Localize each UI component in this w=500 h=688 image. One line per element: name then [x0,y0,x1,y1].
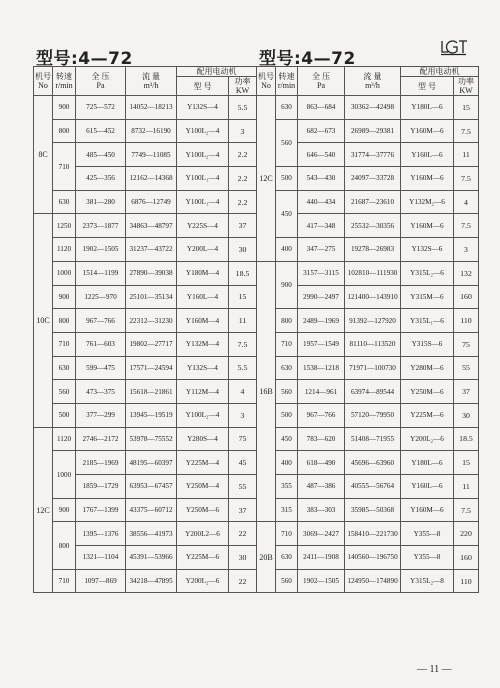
flow-cell: 51408—71955 [345,427,401,451]
power-cell: 15 [454,451,479,475]
speed-cell: 400 [276,238,298,262]
motor-model-cell: Y225M—4 [177,451,229,475]
flow-cell: 30362—42498 [345,96,401,120]
power-cell: 15 [454,96,479,120]
power-cell: 55 [229,475,257,499]
table-row [257,238,479,262]
right-page-title: 型号:4—72 [259,49,356,69]
motor-model-cell: Y100L₁—4 [177,167,229,191]
flow-cell: 91392—127920 [345,309,401,333]
left-page-title: 型号:4—72 [36,49,133,69]
motor-model-cell: Y160M—6 [401,167,454,191]
pressure-cell: 440—434 [298,190,345,214]
table-row [34,214,257,238]
pressure-cell: 2746—2172 [76,427,126,451]
pressure-cell: 1097—869 [76,569,126,593]
motor-model-cell: Y132S—4 [177,356,229,380]
fan-spec-table-left [33,66,257,593]
power-cell: 5.5 [229,356,257,380]
table-row [257,119,479,143]
power-cell: 3 [229,403,257,427]
power-cell: 55 [454,356,479,380]
motor-model-cell: Y200L₂—6 [177,569,229,593]
table-row [34,96,257,120]
motor-model-cell: Y225S—4 [177,214,229,238]
table-row [257,167,479,191]
power-cell: 7.5 [454,214,479,238]
speed-cell: 630 [276,96,298,120]
table-row [257,475,479,499]
table-row [257,380,479,404]
speed-cell: 900 [53,498,76,522]
flow-cell: 38556—41973 [126,522,177,546]
page-number: — 11 — [417,664,452,675]
motor-model-cell: Y200L₂—6 [401,427,454,451]
speed-cell: 315 [276,498,298,522]
flow-cell: 8732—16190 [126,119,177,143]
pressure-cell: 2411—1908 [298,546,345,570]
power-cell: 75 [229,427,257,451]
motor-model-cell: Y315L₁—6 [401,309,454,333]
power-cell: 18.5 [454,427,479,451]
header-machine-no: 机号 No [34,67,53,96]
power-cell: 3 [229,119,257,143]
flow-cell: 22312—31230 [126,309,177,333]
flow-cell: 34218—47895 [126,569,177,593]
table-row [34,451,257,475]
table-row [257,451,479,475]
header-motor-model: 型 号 [401,77,454,96]
flow-cell: 45696—63960 [345,451,401,475]
machine-no-cell: 20B [257,522,276,593]
pressure-cell: 3157—3115 [298,261,345,285]
pressure-cell: 967—766 [298,403,345,427]
pressure-cell: 618—490 [298,451,345,475]
speed-cell: 800 [53,522,76,569]
flow-cell: 45391—53966 [126,546,177,570]
motor-model-cell: Y250M—6 [177,498,229,522]
power-cell: 11 [454,475,479,499]
table-row [34,143,257,167]
speed-cell: 710 [276,522,298,546]
motor-model-cell: Y100L₂—4 [177,119,229,143]
motor-model-cell: Y225M—6 [401,403,454,427]
pressure-cell: 1214—961 [298,380,345,404]
pressure-cell: 1225—970 [76,285,126,309]
pressure-cell: 1538—1218 [298,356,345,380]
pressure-cell: 1957—1549 [298,332,345,356]
power-cell: 2.2 [229,143,257,167]
table-row [34,427,257,451]
pressure-cell: 377—299 [76,403,126,427]
speed-cell: 1000 [53,261,76,285]
flow-cell: 19278—26983 [345,238,401,262]
power-cell: 160 [454,285,479,309]
speed-cell: 450 [276,190,298,237]
pressure-cell: 417—348 [298,214,345,238]
flow-cell: 6876—12749 [126,190,177,214]
flow-cell: 13945—19519 [126,403,177,427]
speed-cell: 630 [53,356,76,380]
power-cell: 2.2 [229,190,257,214]
speed-cell: 500 [276,167,298,191]
speed-cell: 500 [276,403,298,427]
flow-cell: 26989—29381 [345,119,401,143]
header-motor-group: 配用电动机 [401,67,479,77]
header-power: 功率 KW [454,77,479,96]
speed-cell: 710 [53,569,76,593]
flow-cell: 57120—79950 [345,403,401,427]
power-cell: 7.5 [229,332,257,356]
table-row [257,427,479,451]
power-cell: 30 [229,238,257,262]
power-cell: 220 [454,522,479,546]
table-row [34,261,257,285]
power-cell: 132 [454,261,479,285]
power-cell: 75 [454,332,479,356]
motor-model-cell: Y160M—6 [401,498,454,522]
speed-cell: 630 [276,546,298,570]
header-flow: 流 量 m³/h [345,67,401,96]
pressure-cell: 347—275 [298,238,345,262]
pressure-cell: 761—603 [76,332,126,356]
power-cell: 7.5 [454,119,479,143]
speed-cell: 560 [53,380,76,404]
header-speed: 转速 r/min [276,67,298,96]
power-cell: 7.5 [454,167,479,191]
flow-cell: 7749—11085 [126,143,177,167]
speed-cell: 1000 [53,451,76,498]
table-row [257,546,479,570]
flow-cell: 14052—18213 [126,96,177,120]
table-row [34,380,257,404]
table-row [257,96,479,120]
header-motor-model: 型 号 [177,77,229,96]
flow-cell: 121400—143910 [345,285,401,309]
header-flow: 流 量 m³/h [126,67,177,96]
flow-cell: 124950—174890 [345,569,401,593]
pressure-cell: 646—540 [298,143,345,167]
motor-model-cell: Y160L—6 [401,143,454,167]
header-pressure: 全 压 Pa [298,67,345,96]
flow-cell: 40555—56764 [345,475,401,499]
motor-model-cell: Y315M—6 [401,285,454,309]
speed-cell: 1250 [53,214,76,238]
motor-model-cell: Y250M—4 [177,475,229,499]
pressure-cell: 2185—1969 [76,451,126,475]
pressure-cell: 381—280 [76,190,126,214]
table-row [34,569,257,593]
machine-no-cell: 16B [257,261,276,522]
motor-model-cell: Y315L₂—8 [401,569,454,593]
table-row [34,498,257,522]
motor-model-cell: Y160L—4 [177,285,229,309]
fan-spec-table-right [256,66,479,593]
flow-cell: 27890—39038 [126,261,177,285]
table-row [257,261,479,285]
pressure-cell: 783—620 [298,427,345,451]
pressure-cell: 2990—2497 [298,285,345,309]
table-row [257,332,479,356]
pressure-cell: 967—766 [76,309,126,333]
speed-cell: 560 [276,380,298,404]
table-row [34,522,257,546]
motor-model-cell: Y112M—4 [177,380,229,404]
power-cell: 45 [229,451,257,475]
flow-cell: 35985—50368 [345,498,401,522]
power-cell: 22 [229,569,257,593]
speed-cell: 800 [53,119,76,143]
motor-model-cell: Y280S—4 [177,427,229,451]
flow-cell: 17571—24594 [126,356,177,380]
pressure-cell: 2489—1969 [298,309,345,333]
motor-model-cell: Y132S—6 [401,238,454,262]
power-cell: 18.5 [229,261,257,285]
speed-cell: 450 [276,427,298,451]
pressure-cell: 383—303 [298,498,345,522]
flow-cell: 71971—100730 [345,356,401,380]
table-row [34,238,257,262]
power-cell: 4 [229,380,257,404]
flow-cell: 158410—221730 [345,522,401,546]
speed-cell: 710 [53,143,76,190]
header-pressure: 全 压 Pa [76,67,126,96]
pressure-cell: 1514—1199 [76,261,126,285]
pressure-cell: 1321—1104 [76,546,126,570]
power-cell: 11 [454,143,479,167]
flow-cell: 15618—21861 [126,380,177,404]
motor-model-cell: Y200L—4 [177,238,229,262]
speed-cell: 630 [53,190,76,214]
flow-cell: 140560—196750 [345,546,401,570]
motor-model-cell: Y280M—6 [401,356,454,380]
speed-cell: 900 [53,285,76,309]
table-row [34,309,257,333]
power-cell: 2.2 [229,167,257,191]
company-logo-icon [438,38,468,56]
flow-cell: 34863—48797 [126,214,177,238]
pressure-cell: 2373—1877 [76,214,126,238]
header-motor-group: 配用电动机 [177,67,257,77]
table-row [257,498,479,522]
pressure-cell: 1902—1505 [298,569,345,593]
speed-cell: 710 [276,332,298,356]
motor-model-cell: Y160M—4 [177,309,229,333]
table-row [257,309,479,333]
motor-model-cell: Y132M₂—6 [401,190,454,214]
motor-model-cell: Y132M—4 [177,332,229,356]
power-cell: 22 [229,522,257,546]
speed-cell: 800 [276,309,298,333]
table-row [34,332,257,356]
flow-cell: 63974—89544 [345,380,401,404]
header-power: 功率 KW [229,77,257,96]
header-speed: 转速 r/min [53,67,76,96]
table-row [34,119,257,143]
pressure-cell: 1859—1729 [76,475,126,499]
flow-cell: 25101—35134 [126,285,177,309]
table-row [257,522,479,546]
pressure-cell: 682—673 [298,119,345,143]
pressure-cell: 473—375 [76,380,126,404]
flow-cell: 24097—33728 [345,167,401,191]
pressure-cell: 863—684 [298,96,345,120]
table-row [34,403,257,427]
speed-cell: 560 [276,119,298,166]
table-row [257,356,479,380]
machine-no-cell: 12C [34,427,53,593]
flow-cell: 21687—23610 [345,190,401,214]
machine-no-cell: 8C [34,96,53,214]
speed-cell: 1120 [53,427,76,451]
speed-cell: 710 [53,332,76,356]
flow-cell: 12162—14368 [126,167,177,191]
power-cell: 110 [454,309,479,333]
power-cell: 11 [229,309,257,333]
flow-cell: 48195—60397 [126,451,177,475]
table-row [34,190,257,214]
power-cell: 3 [454,238,479,262]
flow-cell: 31237—43722 [126,238,177,262]
power-cell: 37 [229,214,257,238]
pressure-cell: 1902—1505 [76,238,126,262]
speed-cell: 1120 [53,238,76,262]
power-cell: 30 [229,546,257,570]
pressure-cell: 543—430 [298,167,345,191]
speed-cell: 800 [53,309,76,333]
power-cell: 160 [454,546,479,570]
speed-cell: 560 [276,569,298,593]
motor-model-cell: Y250M—6 [401,380,454,404]
motor-model-cell: Y160M—6 [401,214,454,238]
power-cell: 37 [454,380,479,404]
motor-model-cell: Y180M—4 [177,261,229,285]
flow-cell: 81110—113520 [345,332,401,356]
flow-cell: 31774—37776 [345,143,401,167]
motor-model-cell: Y160L—6 [401,475,454,499]
motor-model-cell: Y225M—6 [177,546,229,570]
flow-cell: 43375—60712 [126,498,177,522]
pressure-cell: 1395—1376 [76,522,126,546]
motor-model-cell: Y355—8 [401,546,454,570]
table-row [34,356,257,380]
speed-cell: 355 [276,475,298,499]
motor-model-cell: Y180L—6 [401,96,454,120]
power-cell: 4 [454,190,479,214]
header-machine-no: 机号 No [257,67,276,96]
power-cell: 15 [229,285,257,309]
motor-model-cell: Y132S—4 [177,96,229,120]
machine-no-cell: 10C [34,214,53,427]
power-cell: 30 [454,403,479,427]
flow-cell: 25532—30356 [345,214,401,238]
motor-model-cell: Y200L2—6 [177,522,229,546]
table-row [257,569,479,593]
motor-model-cell: Y315L₂—6 [401,261,454,285]
motor-model-cell: Y180L—6 [401,451,454,475]
flow-cell: 63953—67457 [126,475,177,499]
table-row [257,403,479,427]
speed-cell: 900 [276,261,298,308]
motor-model-cell: Y100L₁—4 [177,190,229,214]
pressure-cell: 615—452 [76,119,126,143]
pressure-cell: 3069—2427 [298,522,345,546]
pressure-cell: 425—356 [76,167,126,191]
power-cell: 110 [454,569,479,593]
table-row [257,190,479,214]
motor-model-cell: Y355—8 [401,522,454,546]
table-row [34,285,257,309]
pressure-cell: 725—572 [76,96,126,120]
pressure-cell: 1767—1399 [76,498,126,522]
motor-model-cell: Y160M—6 [401,119,454,143]
pressure-cell: 599—475 [76,356,126,380]
flow-cell: 53978—75552 [126,427,177,451]
pressure-cell: 487—386 [298,475,345,499]
machine-no-cell: 12C [257,96,276,262]
speed-cell: 500 [53,403,76,427]
pressure-cell: 485—450 [76,143,126,167]
power-cell: 37 [229,498,257,522]
power-cell: 7.5 [454,498,479,522]
motor-model-cell: Y100L₂—4 [177,403,229,427]
motor-model-cell: Y100L₂—4 [177,143,229,167]
flow-cell: 19802—27717 [126,332,177,356]
speed-cell: 900 [53,96,76,120]
speed-cell: 400 [276,451,298,475]
motor-model-cell: Y315S—6 [401,332,454,356]
speed-cell: 630 [276,356,298,380]
flow-cell: 102810—111930 [345,261,401,285]
power-cell: 5.5 [229,96,257,120]
